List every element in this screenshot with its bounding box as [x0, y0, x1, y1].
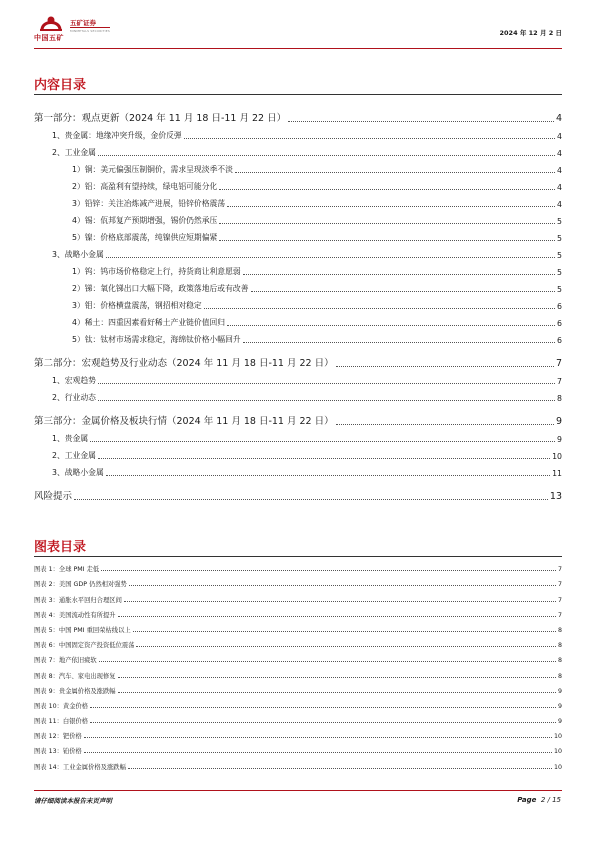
entry-label: 图表 4：美国流动性有所提升	[34, 611, 116, 619]
entry-page-number: 10	[553, 748, 562, 756]
entry-label: 图表 6：中国固定资产投资低位震荡	[34, 642, 135, 650]
leader-dots	[118, 691, 556, 693]
leader-dots	[99, 660, 556, 662]
figure-entry[interactable]	[34, 680, 562, 695]
entry-label: 图表 7：地产依旧疲软	[34, 657, 97, 665]
figure-entry[interactable]	[34, 558, 562, 573]
toc-subsection-entry[interactable]	[34, 311, 562, 328]
entry-label: 2）锑：氧化锑出口大幅下降，政策落地后或有改善	[72, 284, 249, 293]
entry-page-number: 7	[557, 611, 562, 619]
toc-title-rule	[34, 94, 562, 95]
footer-disclaimer: 请仔细阅读本报告末页声明	[34, 797, 112, 805]
entry-label: 图表 14：工业金属价格及涨跌幅	[34, 763, 126, 771]
leader-dots	[98, 457, 550, 459]
entry-label: 2、工业金属	[52, 451, 96, 460]
entry-page-number: 9	[557, 687, 562, 695]
leader-dots	[90, 706, 556, 708]
entry-label: 图表 3：通胀水平回归合理区间	[34, 596, 122, 604]
leader-dots	[219, 222, 555, 224]
entry-label: 图表 13：铂价格	[34, 748, 82, 756]
leader-dots	[101, 569, 556, 571]
toc-subsection-entry[interactable]	[34, 260, 562, 277]
leader-dots	[235, 171, 555, 173]
entry-page-number: 11	[552, 469, 562, 478]
entry-page-number: 5	[557, 251, 562, 260]
entry-page-number: 10	[553, 733, 562, 741]
entry-page-number: 4	[557, 166, 562, 175]
toc-part-entry[interactable]	[34, 100, 562, 124]
logo-sub-text: 五矿证券	[70, 19, 96, 27]
entry-page-number: 7	[557, 596, 562, 604]
leader-dots	[98, 382, 555, 384]
leader-dots	[133, 630, 556, 632]
entry-label: 1）铜：美元偏强压制铜价，需求呈现淡季不淡	[72, 165, 233, 174]
toc-title: 内容目录	[34, 78, 87, 93]
figure-list-title: 图表目录	[34, 540, 87, 555]
leader-dots	[90, 721, 556, 723]
leader-dots	[128, 767, 552, 769]
figure-entry[interactable]	[34, 588, 562, 603]
figure-list	[34, 558, 562, 771]
leader-dots	[118, 615, 556, 617]
entry-page-number: 5	[557, 268, 562, 277]
leader-dots	[251, 290, 556, 292]
toc-list	[34, 100, 562, 502]
toc-subsection-entry[interactable]	[34, 277, 562, 294]
toc-subsection-entry[interactable]	[34, 175, 562, 192]
leader-dots	[219, 188, 555, 190]
entry-label: 图表 5：中国 PMI 重回荣枯线以上	[34, 626, 131, 634]
entry-label: 图表 10：黄金价格	[34, 702, 89, 710]
entry-page-number: 9	[557, 718, 562, 726]
entry-label: 1、宏观趋势	[52, 376, 96, 385]
entry-page-number: 9	[557, 435, 562, 444]
entry-page-number: 4	[557, 200, 562, 209]
toc-subsection-entry[interactable]	[34, 328, 562, 345]
leader-dots	[90, 440, 555, 442]
leader-dots	[227, 324, 555, 326]
entry-page-number: 9	[557, 702, 562, 710]
toc-section-entry[interactable]	[34, 243, 562, 260]
leader-dots	[124, 600, 556, 602]
entry-page-number: 13	[549, 491, 562, 502]
figure-entry[interactable]	[34, 634, 562, 649]
entry-page-number: 5	[557, 217, 562, 226]
entry-page-number: 10	[553, 763, 562, 771]
entry-label: 第一部分：观点更新（2024 年 11 月 18 日-11 月 22 日）	[34, 113, 287, 124]
entry-label: 图表 9：贵金属价格及涨跌幅	[34, 687, 116, 695]
page-num: 2 / 15	[540, 796, 561, 804]
toc-subsection-entry[interactable]	[34, 209, 562, 226]
entry-page-number: 4	[557, 183, 562, 192]
toc-subsection-entry[interactable]	[34, 294, 562, 311]
leader-dots	[243, 273, 555, 275]
entry-label: 图表 2：美国 GDP 仍然相对强势	[34, 581, 127, 589]
figure-entry[interactable]	[34, 695, 562, 710]
toc-section-entry[interactable]	[34, 141, 562, 158]
leader-dots	[243, 341, 555, 343]
entry-page-number: 4	[557, 132, 562, 141]
toc-section-entry[interactable]	[34, 386, 562, 403]
entry-label: 2、工业金属	[52, 148, 96, 157]
entry-label: 1、贵金属	[52, 434, 89, 443]
entry-page-number: 5	[557, 234, 562, 243]
leader-dots	[288, 120, 554, 122]
leader-dots	[184, 137, 555, 139]
logo-sub-english: MINMETALS SECURITIES	[70, 29, 110, 33]
logo-main-text: 中国五矿	[34, 34, 64, 42]
figure-entry[interactable]	[34, 740, 562, 755]
leader-dots	[84, 736, 552, 738]
footer-divider	[34, 790, 562, 791]
leader-dots	[136, 645, 556, 647]
entry-label: 1）钨：钨市场价格稳定上行，持货商让利意愿弱	[72, 267, 241, 276]
figure-entry[interactable]	[34, 755, 562, 770]
entry-page-number: 8	[557, 657, 562, 665]
leader-dots	[118, 676, 556, 678]
leader-dots	[74, 498, 548, 500]
leader-dots	[336, 365, 554, 367]
entry-label: 2）铝：高盈利有望持续，绿电铝可能分化	[72, 182, 218, 191]
toc-subsection-entry[interactable]	[34, 192, 562, 209]
entry-label: 4）稀土：四重因素看好稀土产业链价值回归	[72, 318, 226, 327]
toc-part-entry[interactable]	[34, 345, 562, 369]
leader-dots	[227, 205, 555, 207]
entry-label: 3）钼：价格横盘震荡，钢招相对稳定	[72, 301, 202, 310]
toc-section-entry[interactable]	[34, 369, 562, 386]
entry-page-number: 7	[557, 377, 562, 386]
page-header	[34, 14, 562, 46]
logo-divider	[70, 27, 110, 28]
toc-part-entry[interactable]	[34, 403, 562, 427]
leader-dots	[106, 256, 555, 258]
leader-dots	[106, 474, 550, 476]
leader-dots	[98, 154, 555, 156]
entry-label: 图表 8：汽车、家电出现修复	[34, 672, 116, 680]
entry-label: 1、贵金属：地缘冲突升级，金价反弹	[52, 131, 182, 140]
entry-label: 4）锡：佤邦复产预期增强，锡价仍然承压	[72, 216, 218, 225]
entry-page-number: 6	[557, 319, 562, 328]
toc-section-entry[interactable]	[34, 461, 562, 478]
company-logo	[34, 14, 124, 46]
entry-label: 3）铅锌：关注冶炼减产进展，铅锌价格震荡	[72, 199, 226, 208]
entry-label: 风险提示	[34, 491, 73, 502]
entry-page-number: 10	[552, 452, 562, 461]
entry-page-number: 4	[557, 149, 562, 158]
page-number	[517, 796, 561, 804]
leader-dots	[204, 307, 555, 309]
entry-page-number: 7	[557, 566, 562, 574]
entry-label: 图表 12：钯价格	[34, 733, 82, 741]
entry-label: 3、战略小金属	[52, 250, 104, 259]
leader-dots	[84, 751, 552, 753]
entry-page-number: 6	[557, 336, 562, 345]
leader-dots	[129, 584, 556, 586]
figure-entry[interactable]	[34, 710, 562, 725]
entry-label: 图表 1：全球 PMI 走低	[34, 566, 100, 574]
entry-page-number: 5	[557, 285, 562, 294]
entry-page-number: 8	[557, 672, 562, 680]
entry-label: 第二部分：宏观趋势及行业动态（2024 年 11 月 18 日-11 月 22 日）	[34, 358, 334, 369]
toc-section-entry[interactable]	[34, 124, 562, 141]
minmetals-logo-icon	[40, 14, 62, 32]
entry-page-number: 8	[557, 642, 562, 650]
figure-entry[interactable]	[34, 649, 562, 664]
page-label: Page	[517, 796, 537, 804]
toc-part-entry[interactable]	[34, 478, 562, 502]
toc-subsection-entry[interactable]	[34, 226, 562, 243]
entry-page-number: 8	[557, 394, 562, 403]
leader-dots	[98, 399, 555, 401]
entry-label: 图表 11：白银价格	[34, 718, 89, 726]
figure-entry[interactable]	[34, 573, 562, 588]
figure-entry[interactable]	[34, 664, 562, 679]
toc-subsection-entry[interactable]	[34, 158, 562, 175]
entry-label: 5）镍：价格底部震荡，纯镍供应短期偏紧	[72, 233, 218, 242]
leader-dots	[219, 239, 555, 241]
report-date: 2024 年 12 月 2 日	[499, 29, 562, 37]
entry-label: 5）钛：钛材市场需求稳定，海绵钛价格小幅回升	[72, 335, 241, 344]
toc-section-entry[interactable]	[34, 427, 562, 444]
figure-title-rule	[34, 556, 562, 557]
entry-page-number: 7	[557, 581, 562, 589]
entry-page-number: 9	[555, 416, 562, 427]
entry-page-number: 7	[555, 358, 562, 369]
entry-label: 2、行业动态	[52, 393, 96, 402]
toc-section-entry[interactable]	[34, 444, 562, 461]
leader-dots	[336, 423, 554, 425]
entry-page-number: 4	[555, 113, 562, 124]
figure-entry[interactable]	[34, 604, 562, 619]
entry-page-number: 6	[557, 302, 562, 311]
entry-label: 第三部分：金属价格及板块行情（2024 年 11 月 18 日-11 月 22 日）	[34, 416, 334, 427]
figure-entry[interactable]	[34, 725, 562, 740]
figure-entry[interactable]	[34, 619, 562, 634]
entry-label: 3、战略小金属	[52, 468, 104, 477]
header-divider	[34, 48, 562, 49]
entry-page-number: 8	[557, 626, 562, 634]
